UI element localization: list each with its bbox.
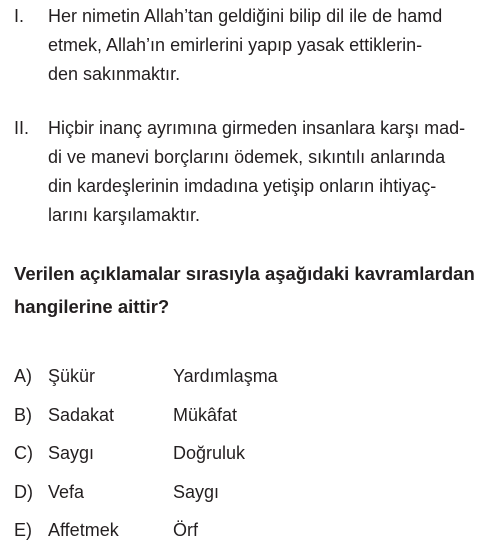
option-letter: C) bbox=[14, 443, 33, 463]
option-b[interactable] bbox=[14, 396, 484, 435]
statement-numeral: I. bbox=[14, 6, 25, 26]
statement-numeral: II. bbox=[14, 118, 30, 138]
statement-one bbox=[14, 2, 492, 89]
option-first-concept: Şükür bbox=[48, 366, 96, 386]
statement-line: Her nimetin Allah’tan geldiğini bilip dil ile de hamd bbox=[48, 6, 443, 26]
option-second-concept: Mükâfat bbox=[173, 404, 238, 425]
statement-line: di ve manevi borçlarını ödemek, sıkıntılı anlarında bbox=[48, 147, 446, 167]
option-second-concept: Örf bbox=[173, 520, 198, 540]
question-line: Verilen açıklamalar sırasıyla aşağıdaki kavramlardan bbox=[14, 263, 475, 284]
question-line: hangilerine aittir? bbox=[14, 296, 170, 317]
option-first-concept: Sadakat bbox=[48, 404, 115, 425]
option-first-concept: Affetmek bbox=[48, 520, 119, 540]
question-stem bbox=[14, 257, 498, 323]
statement-line: den sakınmaktır. bbox=[48, 64, 181, 84]
statement-two bbox=[14, 114, 492, 230]
option-letter: D) bbox=[14, 481, 33, 502]
answer-options bbox=[14, 357, 484, 550]
option-second-concept: Doğruluk bbox=[173, 443, 246, 463]
option-second-concept: Saygı bbox=[173, 481, 220, 502]
option-letter: A) bbox=[14, 366, 32, 386]
option-c[interactable] bbox=[14, 434, 484, 473]
option-first-concept: Saygı bbox=[48, 443, 95, 463]
statement-line: etmek, Allah’ın emirlerini yapıp yasak ettiklerin- bbox=[48, 35, 423, 55]
statement-text bbox=[48, 2, 492, 89]
statement-line: Hiçbir inanç ayrımına girmeden insanlara karşı mad- bbox=[48, 118, 466, 138]
statement-line: larını karşılamaktır. bbox=[48, 205, 201, 225]
option-first-concept: Vefa bbox=[48, 481, 85, 502]
option-letter: E) bbox=[14, 520, 32, 540]
option-letter: B) bbox=[14, 404, 32, 425]
option-a[interactable] bbox=[14, 357, 484, 396]
option-second-concept: Yardımlaşma bbox=[173, 366, 278, 386]
statement-text bbox=[48, 114, 492, 230]
option-e[interactable] bbox=[14, 511, 484, 550]
option-d[interactable] bbox=[14, 473, 484, 512]
statement-line: din kardeşlerinin imdadına yetişip onların ihtiyaç- bbox=[48, 176, 437, 196]
